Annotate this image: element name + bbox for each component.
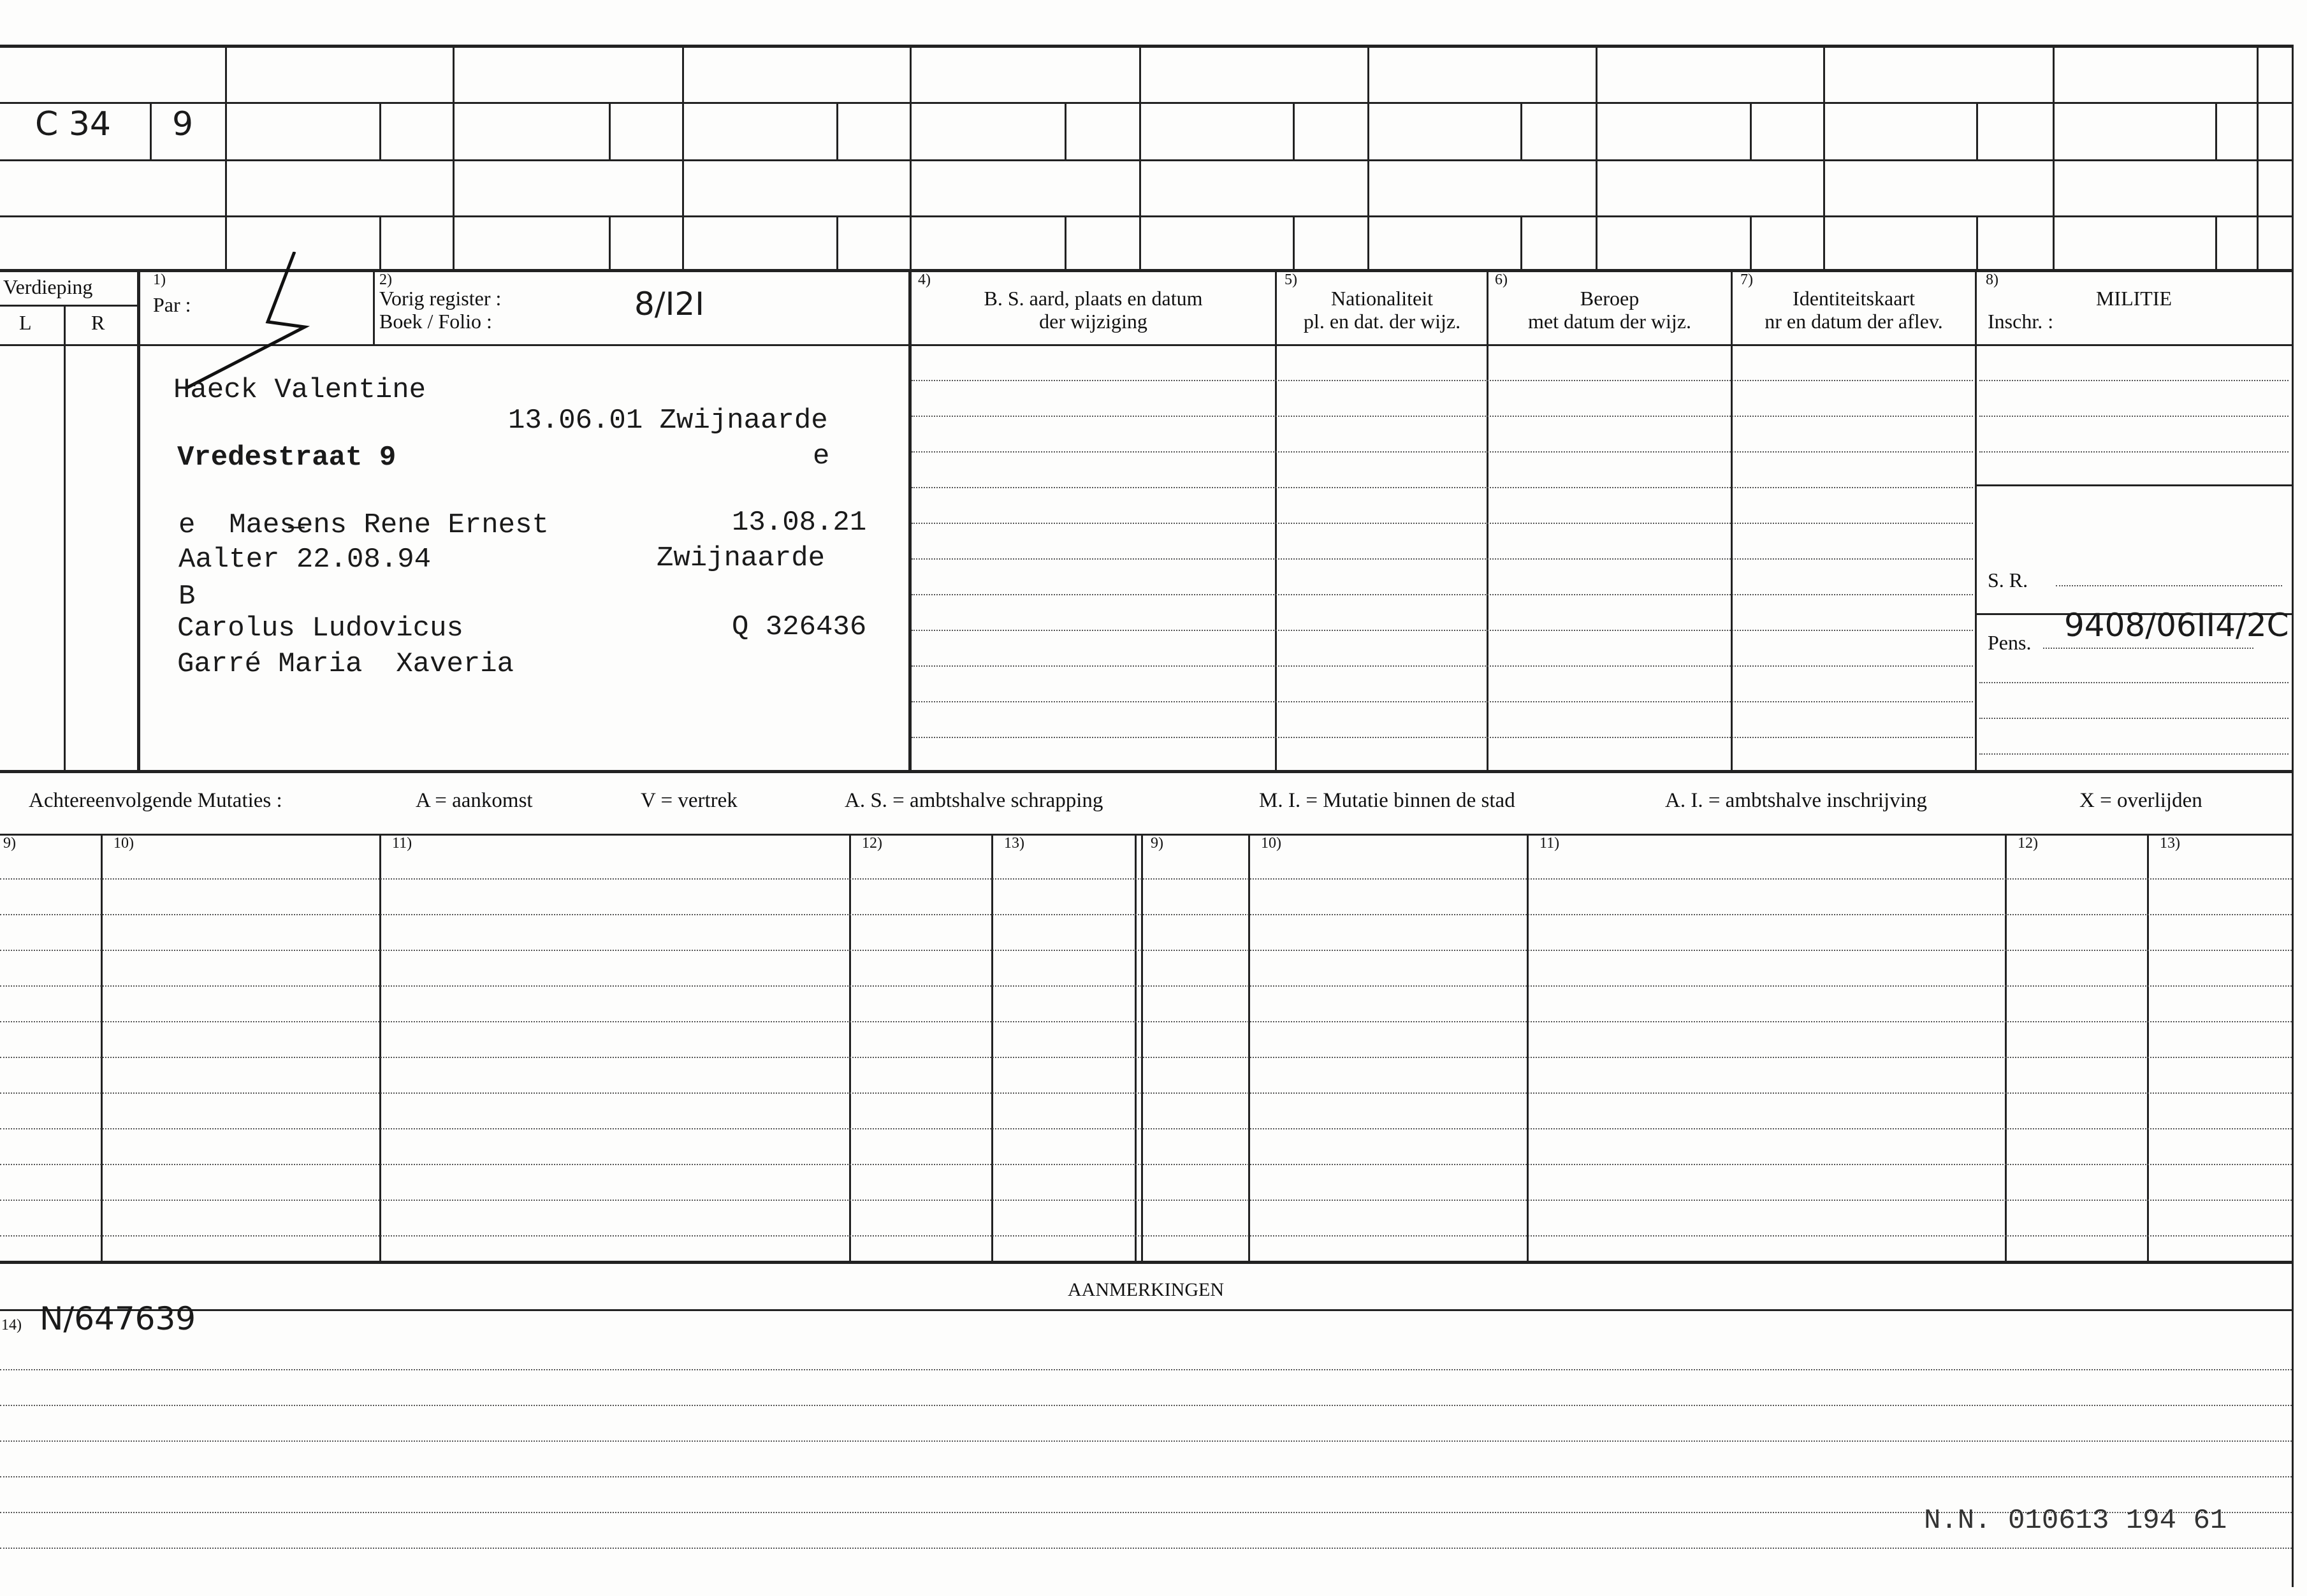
ruling-line bbox=[0, 1548, 2292, 1549]
right-border bbox=[2292, 45, 2294, 1587]
legend-mi: M. I. = Mutatie binnen de stad bbox=[1259, 789, 1515, 812]
nn-number: N.N. 010613 194 61 bbox=[1924, 1505, 2227, 1537]
bs-header-line1: B. S. aard, plaats en datum bbox=[984, 287, 1203, 310]
aanmerkingen-title: AANMERKINGEN bbox=[1068, 1279, 1224, 1300]
par-label: Par : bbox=[153, 293, 191, 316]
col-number: 12) bbox=[862, 835, 882, 852]
field-number: 7) bbox=[1740, 272, 1753, 288]
bs-header-line2: der wijziging bbox=[1039, 310, 1147, 333]
grid-line bbox=[453, 45, 455, 269]
ruling-line bbox=[1979, 380, 2289, 381]
grid-line bbox=[1293, 215, 1295, 269]
nationaliteit-header-line1: Nationaliteit bbox=[1331, 287, 1433, 310]
grid-line bbox=[0, 344, 137, 346]
nationaliteit-header-line2: pl. en dat. der wijz. bbox=[1303, 310, 1461, 333]
vorig-register-label: Vorig register : bbox=[379, 287, 502, 310]
ruling-line bbox=[0, 1440, 2292, 1442]
ruling-line bbox=[0, 1405, 2292, 1406]
verdieping-label: Verdieping bbox=[3, 275, 93, 298]
grid-line bbox=[1527, 834, 1529, 1261]
grid-line bbox=[609, 215, 611, 269]
grid-line bbox=[1065, 215, 1066, 269]
grid-line bbox=[2215, 215, 2217, 269]
col-number: 13) bbox=[1004, 835, 1024, 852]
section-border bbox=[0, 1261, 2292, 1264]
ruling-line bbox=[1979, 718, 2289, 719]
father-name: Carolus Ludovicus bbox=[177, 613, 463, 644]
grid-line bbox=[849, 834, 851, 1261]
grid-line bbox=[379, 834, 381, 1261]
spouse-name: e Maes̶ens Rene Ernest bbox=[178, 509, 549, 541]
grid-line bbox=[1135, 834, 1137, 1261]
grid-line bbox=[1520, 215, 1522, 269]
field-number: 4) bbox=[918, 272, 931, 288]
pens-value: 9408/06II4/2C bbox=[2064, 607, 2289, 644]
grid-line bbox=[682, 45, 684, 269]
grid-line bbox=[1975, 269, 1977, 770]
ruling-line bbox=[0, 1200, 2292, 1201]
ruling-line bbox=[912, 523, 1973, 524]
grid-line bbox=[2053, 45, 2055, 269]
id-number: Q 326436 bbox=[732, 611, 867, 643]
ruling-line bbox=[912, 701, 1973, 702]
beroep-header-line2: met datum der wijz. bbox=[1528, 310, 1691, 333]
ruling-line bbox=[0, 950, 2292, 951]
boek-folio-value: 8/I2I bbox=[634, 286, 704, 323]
ruling-line bbox=[912, 594, 1973, 595]
ruling-line bbox=[1979, 451, 2289, 453]
pens-label: Pens. bbox=[1988, 631, 2032, 654]
ruling-line bbox=[0, 1476, 2292, 1477]
grid-line bbox=[0, 834, 2292, 836]
grid-line bbox=[150, 102, 152, 159]
legend-v: V = vertrek bbox=[641, 789, 738, 812]
ruling-line bbox=[912, 451, 1973, 453]
ruling-line bbox=[0, 1021, 2292, 1022]
ruling-line bbox=[0, 1369, 2292, 1370]
grid-line bbox=[908, 269, 912, 770]
top-border bbox=[0, 45, 2292, 48]
field-number: 14) bbox=[1, 1317, 22, 1333]
beroep-header-line1: Beroep bbox=[1580, 287, 1640, 310]
col-number: 13) bbox=[2160, 835, 2180, 852]
ruling-line bbox=[0, 878, 2292, 880]
b-mark: B bbox=[178, 581, 196, 613]
person-birth: 13.06.01 Zwijnaarde bbox=[508, 405, 828, 437]
grid-line bbox=[379, 102, 381, 159]
grid-line bbox=[1976, 215, 1978, 269]
mutaties-label: Achtereenvolgende Mutaties : bbox=[29, 789, 282, 812]
col-number: 11) bbox=[392, 835, 412, 852]
grid-line bbox=[64, 305, 66, 770]
legend-a: A = aankomst bbox=[416, 789, 533, 812]
boek-folio-label: Boek / Folio : bbox=[379, 310, 492, 333]
grid-line bbox=[225, 45, 227, 269]
field-number: 1) bbox=[153, 272, 166, 288]
grid-line bbox=[1750, 215, 1752, 269]
ruling-line bbox=[1979, 753, 2289, 755]
grid-line bbox=[836, 102, 838, 159]
grid-line bbox=[836, 215, 838, 269]
grid-line bbox=[1596, 45, 1597, 269]
grid-line bbox=[2257, 45, 2259, 269]
ruling-line bbox=[1979, 416, 2289, 417]
field-number: 6) bbox=[1495, 272, 1508, 288]
ruling-line bbox=[912, 558, 1973, 560]
grid-line bbox=[1976, 102, 1978, 159]
mother-name: Garré Maria Xaveria bbox=[177, 648, 514, 680]
legend-ai: A. I. = ambtshalve inschrijving bbox=[1665, 789, 1927, 812]
field-number: 5) bbox=[1284, 272, 1297, 288]
ruling-line bbox=[1979, 682, 2289, 683]
grid-line bbox=[1823, 45, 1825, 269]
grid-line bbox=[0, 1309, 2292, 1311]
ruling-line bbox=[0, 1092, 2292, 1094]
person-name: Haeck Valentine bbox=[173, 374, 426, 406]
grid-line bbox=[1139, 45, 1141, 269]
spouse-birth: Aalter 22.08.94 bbox=[178, 544, 432, 576]
grid-line bbox=[1367, 45, 1369, 269]
ruling-line bbox=[912, 380, 1973, 381]
grid-line bbox=[0, 215, 2292, 217]
grid-line bbox=[2147, 834, 2149, 1261]
grid-line bbox=[2005, 834, 2007, 1261]
sr-line bbox=[2056, 585, 2282, 586]
ruling-line bbox=[0, 1164, 2292, 1165]
grid-line bbox=[0, 305, 137, 307]
legend-x: X = overlijden bbox=[2079, 789, 2202, 812]
code-letter: C 34 bbox=[35, 105, 112, 143]
grid-line bbox=[1065, 102, 1066, 159]
grid-line bbox=[1487, 269, 1488, 770]
aanmerkingen-value: N/647639 bbox=[40, 1300, 196, 1337]
grid-line bbox=[991, 834, 993, 1261]
col-number: 9) bbox=[3, 835, 16, 852]
field-number: 2) bbox=[379, 272, 392, 288]
pens-line bbox=[2043, 648, 2253, 649]
ruling-line bbox=[912, 737, 1973, 738]
ruling-line bbox=[0, 1235, 2292, 1237]
marriage-place: Zwijnaarde bbox=[657, 542, 826, 574]
ruling-line bbox=[0, 1128, 2292, 1129]
grid-line bbox=[373, 269, 375, 344]
field-number: 8) bbox=[1986, 272, 1998, 288]
ruling-line bbox=[0, 1057, 2292, 1058]
grid-line bbox=[0, 102, 2292, 104]
ruling-line bbox=[912, 416, 1973, 417]
grid-line bbox=[137, 269, 140, 770]
grid-line bbox=[1731, 269, 1733, 770]
grid-line bbox=[1248, 834, 1250, 1261]
grid-line bbox=[2215, 102, 2217, 159]
handwritten-arrow bbox=[185, 252, 319, 392]
grid-line bbox=[379, 215, 381, 269]
ruling-line bbox=[912, 487, 1973, 488]
grid-line bbox=[1750, 102, 1752, 159]
grid-line bbox=[1293, 102, 1295, 159]
grid-line bbox=[0, 159, 2292, 161]
legend-as: A. S. = ambtshalve schrapping bbox=[845, 789, 1103, 812]
ruling-line bbox=[912, 665, 1973, 667]
grid-line bbox=[1141, 834, 1143, 1261]
ruling-line bbox=[0, 914, 2292, 915]
code-number: 9 bbox=[172, 105, 194, 143]
col-number: 11) bbox=[1539, 835, 1560, 852]
ruling-line bbox=[0, 985, 2292, 987]
r-label: R bbox=[91, 311, 105, 334]
col-number: 9) bbox=[1151, 835, 1163, 852]
e-mark: e bbox=[813, 440, 830, 472]
section-border bbox=[0, 770, 2292, 773]
person-address: Vredestraat 9 bbox=[177, 442, 397, 474]
identiteitskaart-header-line2: nr en datum der aflev. bbox=[1765, 310, 1943, 333]
col-number: 10) bbox=[1261, 835, 1281, 852]
header-border bbox=[0, 269, 2292, 272]
grid-line bbox=[137, 344, 2292, 346]
ruling-line bbox=[912, 630, 1973, 631]
grid-line bbox=[101, 834, 103, 1261]
sr-label: S. R. bbox=[1988, 569, 2028, 591]
col-number: 12) bbox=[2018, 835, 2038, 852]
grid-line bbox=[1520, 102, 1522, 159]
grid-line bbox=[1275, 269, 1277, 770]
identiteitskaart-header-line1: Identiteitskaart bbox=[1793, 287, 1915, 310]
l-label: L bbox=[19, 311, 32, 334]
marriage-date: 13.08.21 bbox=[732, 507, 867, 539]
grid-line bbox=[910, 45, 912, 269]
grid-line bbox=[1976, 484, 2292, 486]
militie-header: MILITIE bbox=[2095, 287, 2172, 310]
grid-line bbox=[609, 102, 611, 159]
col-number: 10) bbox=[113, 835, 134, 852]
inschr-label: Inschr. : bbox=[1988, 310, 2054, 333]
